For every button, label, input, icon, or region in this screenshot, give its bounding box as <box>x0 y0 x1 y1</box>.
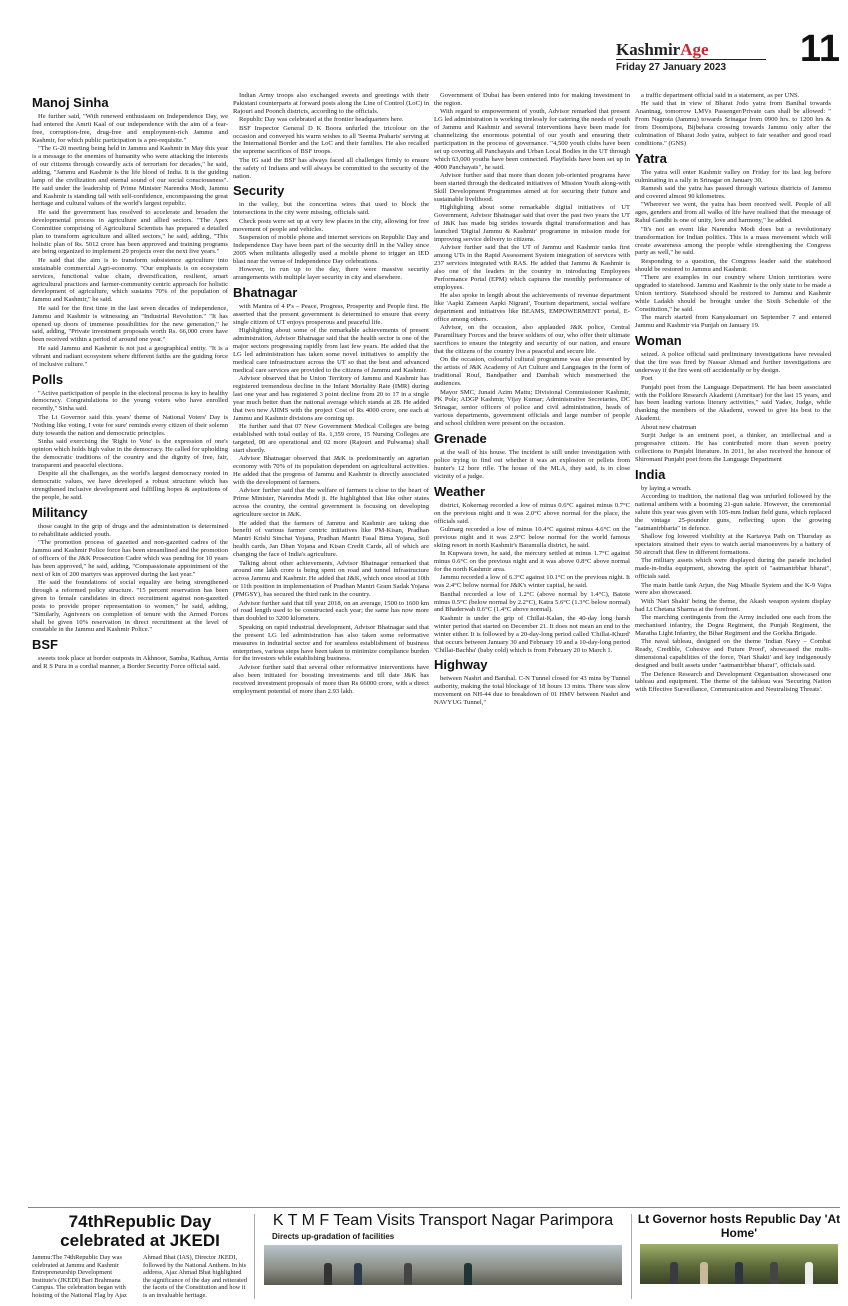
paragraph: He said the government has resolved to accelerate and broaden the developmental process in agriculture and allied sectors. "The Apex Committee comprising of Agricultural Scientists has prepared a detailed plan to transform agriculture and allied sectors," he said, adding, "This holistic plan of Rs. 5012 crore has been approved and training programs are being organized to implement 29 projects over the next five years." <box>32 208 228 256</box>
paragraph: The marching contingents from the Army included one each from the mechanised infantry, the Dogra Regiment, the Punjab Regiment, the Maratha Light Infantry, the Bihar Regiment and the Gorkha Brigade. <box>635 614 831 637</box>
paragraph: Highlighting about some remarkable digital initiatives of UT Government, Advisor Bhatnagar said that over the past two years the UT of J&K has made big strides towards digital transformation and has launched 'Digital Jammu & Kashmir' programme in mission mode for improving service delivery to citizens. <box>434 204 630 243</box>
section-heading: Militancy <box>32 504 88 520</box>
paragraph: seized. A police official said preliminary investigations have revealed that the fire was fired by Nassar Ahmad and further investigations are underway if the fire went off accidentally or by design. <box>635 350 831 374</box>
section-heading: Weather <box>434 483 486 499</box>
paragraph: Advisor, on the occasion, also applauded J&K police, Central Paramilitary Forces and the brave soldiers of our, who offer their ultimate sacrifices to ensure the integrity and security of our nation, and ensure that the citizens of the country live a peaceful and secure life. <box>434 324 630 355</box>
paragraph: Kashmir is under the grip of Chillai-Kalan, the 40-day long harsh winter period that started on December 21. It does not mean an end to the winter either. It is followed by a 20-day-long period called 'Chillai-Khurd' that occurs between January 30 and February 19 and a 10-day-long period 'Chillai-Bachha' (baby cold) which is from February 20 to March 1. <box>434 614 630 654</box>
paragraph: Suspension of mobile phone and internet services on Republic Day and Independence Day have been part of the security drill in the Valley since 2005 when militants allegedly used a mobile phone to trigger an IED blast near the venue of Independence Day celebrations. <box>233 234 429 265</box>
story-photo <box>640 1244 838 1284</box>
paragraph: by laying a wreath. <box>641 484 692 492</box>
paragraph: BSF Inspector General D K Boora unfurled the tricolour on the occasion and conveyed his warm wishes to all 'Seema Praharis' serving at the International Border and the LoC and their families. He also recalled the supreme sacrifices of BSF troops. <box>233 124 429 156</box>
paragraph: He also spoke in length about the achievements of revenue department like 'Aapki Zameen Aapki Nigrani', Tourism department, social welfare department and initiatives like BEAMS, EMPOWERMENT portal, E-office among others. <box>434 292 630 323</box>
paragraph: "Wherever we went, the yatra has been received well. People of all ages, genders and from all walks of life have realised that the message of Rahul Gandhi is one of unity, love and harmony," he added. <box>635 201 831 225</box>
paragraph: The Defence Research and Development Organisation showcased one tableau and equipment. The theme of the tableau was 'Securing Nation with Effective Surveillance, Communication and Neutralising Threats'. <box>635 670 831 694</box>
paragraph: Shallow fog lowered visibility at the Kartavya Path on Thursday as spectators strained their eyes to watch aerial manoeuvres by a battery of 50 aircraft that flew in different formations. <box>635 533 831 556</box>
paragraph: The IG said the BSF has always faced all challenges firmly to ensure the safety of Indians and will always be committed to the security of the nation. <box>233 156 429 180</box>
paragraph: "The promotion process of gazetted and non-gazetted cadres of the Jammu and Kashmir Police force has been streamlined and the promotion of officers of the J&K Prosecution Cadre which was pending for 10 years has been approved," he said, adding, "Compassionate appointment of the next of kin of 200 martyrs was approved during the last year." <box>32 539 228 578</box>
column-divider <box>254 1214 255 1299</box>
section-heading: Bhatnagar <box>233 285 298 301</box>
paragraph: He said that the aim is to transform subsistence agriculture into sustainable commercial Agri-economy. "Our emphasis is on ecosystem services, functional value chain, diversification, resilient, smart agricultural practices and farmer-community centric approach for holistic development of agriculture, which sustains 70% of the population of Jammu and Kashmir," he said. <box>32 256 228 304</box>
paragraph: However, in run up to the day, there were massive security arrangements with multiple layer security in city and elsewhere. <box>233 266 429 282</box>
paragraph: Jammu recorded a low of 6.3°C against 10.1°C on the previous night. It was 2.4°C below normal for J&K's winter capital, he said. <box>434 574 630 590</box>
masthead-rule <box>616 59 766 60</box>
paragraph: The military assets which were displayed during the parade included made-in-India equipment, showing the spirit of "aatmanirbhar bharat", officials said. <box>635 557 831 581</box>
section-heading: Polls <box>32 371 64 387</box>
story-body: Jammu:The 74thRepublic Day was celebrated at Jammu and Kashmir Entrepreneurship Development Institute's (JKEDI) Bari Brahmana Campus. The celebration began with hoisting of the National Flag by Ajaz Ahmad Bhat (IAS), Director JKEDI, followed by the National Anthem. In his address, Ajaz Ahmad Bhat highlighted the significance of the day and reiterated the facets of the Constitution and how it is an invaluable heritage. <box>32 1254 247 1299</box>
paragraph: Talking about other achievements, Advisor Bhatnagar remarked that around one lakh crore is being spent on road and tunnel infrastructure across Jammu and Kashmir. He added that J&K, which once stood at 10th or 11th position in implementation of Pradhan Mantri Gram Sadak Yojana (PMGSY), has secured the third rank in the country. <box>233 559 429 599</box>
paragraph: About new chairman <box>641 423 697 431</box>
paragraph: In Kupwara town, he said, the mercury settled at minus 1.7°C against minus 0.6°C on the previous night and it was above 0.8°C above normal for the north Kashmir area. <box>434 550 630 573</box>
section-heading: Highway <box>434 657 488 673</box>
paragraph: He said for the first time in the last seven decades of independence, Jammu and Kashmir is witnessing an "Industrial Revolution." "It has opened up doors of immense possibilities for the new generation," he said, adding, "Private investment proposals worth Rs. 66,000 crore have been received within a period of around one year." <box>32 304 228 344</box>
story-headline: 74thRepublic Day celebrated at JKEDI <box>60 1212 220 1250</box>
section-heading: Grenade <box>434 431 487 447</box>
article-column-3 <box>434 92 630 1202</box>
paragraph: Advisor further said that the welfare of farmers is close to the heart of Prime Minister, Narendra Modi ji. He highlighted that like other states across the country, the central government is focusing on developing agriculture sector in J&K. <box>233 487 429 519</box>
paragraph: The Lt Governor said this years' theme of National Voters' Day is 'Nothing like voting, I vote for sure' reminds every citizen of their solemn duty towards the nation and democratic principles. <box>32 413 228 437</box>
paragraph: According to tradition, the national flag was unfurled followed by the national anthem with a booming 21-gun salute. However, the ceremonial salute this year was given with 105-mm Indian field guns, which replaced the vintage 25-pounder guns, reflecting upon the growing "aatmanirbharta" in defence. <box>635 493 831 532</box>
paragraph: He further said that 07 New Government Medical Colleges are being established with total outlay of Rs. 1,359 crore, 15 Nursing Colleges are targeted, 08 are operational and 02 more (Rajouri and Pulwama) shall start shortly. <box>233 423 429 454</box>
section-divider <box>28 1207 840 1208</box>
masthead-brand <box>616 40 709 60</box>
paragraph: Responding to a question, the Congress leader said the statehood should be restored to Jammu and Kashmir. <box>635 257 831 273</box>
paragraph: The main battle tank Arjun, the Nag Missile System and the K-9 Vajra were also showcased. <box>635 581 831 597</box>
article-column-2 <box>233 92 429 1202</box>
section-heading: Woman <box>635 332 682 348</box>
paragraph: Advisor further said that several other reformative interventions have also been initiated for boosting investments and till date J&K has received investment proposals of more than Rs 66000 crore, with a direct employment potential of more than 2.93 lakh. <box>233 663 429 695</box>
paragraph: Ramesh said the yatra has passed through various districts of Jammu and covered almost 90 kilometres. <box>635 185 831 201</box>
paragraph: Highlighting about some of the remarkable achievements of present administration, Advisor Bhatnagar said that the health sector is one of the major sectors progressing rapidly from last few years. He added that the LG led administration has taken some novel initiatives to amplify the medical care infrastructure across the UT so that the best and advanced medical care services are provided to the citizens of Jammu and Kashmir. <box>233 327 429 374</box>
page-number: 11 <box>799 28 840 70</box>
paragraph: Advisor observed that he Union Territory of Jammu and Kashmir has registered tremendous decline in the Infant Mortality Rate (IMR) during last one year and has registered 3 point decline from 20 to 17 in a single year much better than the national average which stands at 28. He added that two new AIIMS with the project Cost of Rs 4000 crore, one each at Jammu and Kashmir divisions are coming up. <box>233 375 429 422</box>
paragraph: On the occasion, colourful cultural programme was also presented by the artists of J&K Academy of Art Culture and Languages in the form of traditional Rouf, Bandpather and Dambali which mesmerised the audiences. <box>434 356 630 388</box>
brand-accent: Age <box>680 40 709 59</box>
paragraph: He said that in view of Bharat Jodo yatra from Banihal towards Anantnag, tomorrow LMVs Passenger/Private cars shall be allowed: " From Nagrota (Jammu) towards Srinagar from 0900 hrs. to 1200 hrs & from Doomipora, Bijbehara crossing towards Jammu only after the culmination of Bharat Jodo yatra, subject to fair weather and good road conditions." (GNS) <box>635 100 831 147</box>
paragraph: Sinha said exercising the 'Right to Vote' is the expression of one's opinion which holds high value in the democracy. He called for upholding the democratic traditions of the country and the dignity of free, fair, transparent and peaceful elections. <box>32 437 228 469</box>
paragraph: Despite all the challenges, as the world's largest democracy rooted in democratic values, we have developed a robust structure which has strengthened inclusive development and fulfilling hopes & aspirations of the people, he said. <box>32 470 228 501</box>
paragraph: Government of Dubai has been entered into for making investment in the region. <box>434 92 630 107</box>
story-ktmf <box>260 1212 626 1302</box>
paragraph: Advisor Bhatnagar observed that J&K is predominantly an agrarian economy with 70% of its population dependent on agricultural activities. He added that the progress of Jammu and Kashmir is directly associated with the development of farmers. <box>233 455 429 486</box>
paragraph: Advisor further said that the UT of Jammu and Kashmir ranks first among UTs in the Rapid Assessment System integration of services with 237 services integrated with RAS. He added that Jammu & Kashmir is also one of the leaders in the country in introducing Employees Performance Portal (EPM) which captures the monthly performance of employees. <box>434 244 630 291</box>
issue-date: Friday 27 January 2023 <box>616 62 727 73</box>
paragraph: Check posts were set up at very few places in the city, allowing for free movement of people and vehicles. <box>233 217 429 233</box>
paragraph: between Nashri and Banihal. C-N Tunnel closed for 43 mins by Tunnel authority, making the total blockage of 18 hours 13 mins. There was slow movement on NH-44 due to breakdown of 01 HMV between Nashri and NAVYUG Tunnel," <box>434 675 630 707</box>
paragraph: "There are examples in our country where Union territories were upgraded to statehood. Jammu and Kashmir is the only state to be made a Union territory. Statehood should be restored to Jammu and Kashmir while Ladakh should be brought under the Sixth Schedule of the Constitution," he said. <box>635 274 831 313</box>
paragraph: Mayor SMC, Junaid Azim Mattu; Divisional Commissioner Kashmir, PK Pole; ADGP Kashmir, Vijay Kumar; Administrative Secretaries, DC Srinagar, senior officers of police and civil administration, heads of various departments, government officials and large number of people and school children were present on the occasion. <box>434 388 630 428</box>
paragraph: "Active participation of people in the electoral process is key to healthy democracy. Congratulations to the young voters who have enrolled recently," Sinha said. <box>32 389 228 413</box>
paragraph: The naval tableau, designed on the theme 'Indian Navy – Combat Ready, Credible, Cohesive and Future Proof', showcased the multi-dimensional capabilities of the force, 'Nari Shakti' and key indigenously designed and built assets under "aatmanirbhar bharat", officials said. <box>635 638 831 670</box>
story-jkedi <box>32 1212 248 1302</box>
section-heading: Yatra <box>635 150 667 166</box>
paragraph: He added that the farmers of Jammu and Kashmir are taking due benefit of various farmer centric initiatives like PM-Kisan, Pradhan Mantri Krishi Sinchai Yojana, Pradhan Mantri Fasal Bima Yojana, Soil health cards, Jan Dhan Yojana and Kisan Credit Cards, all of which are changing the face of India's agriculture. <box>233 519 429 559</box>
paragraph: at the wall of his house. The incident is still under investigation with police trying to find out whether it was an explosion or pellets from hunter's 12 bore rifle. The house of the MLA, they said, is in close vicinity of a judge. <box>434 449 630 480</box>
paragraph: Gulmarg recorded a low of minus 10.4°C against minus 4.6°C on the previous night and it was 2.9°C below normal for the world famous skiing resort in north Kashmir's Baramulla district, he said. <box>434 525 630 549</box>
story-subhead: Directs up-gradation of facilities <box>272 1232 395 1241</box>
paragraph: The yatra will enter Kashmir valley on Friday for its last leg before culminating in a rally in Srinagar on January 30. <box>635 168 831 184</box>
paragraph: district, Kokernag recorded a low of minus 0.6°C against minus 0.7°C on the previous night and it was 2.0°C above normal for the place, the officials said. <box>434 501 630 525</box>
paragraph: With 'Nari Shakti' being the theme, the Akash weapon system display had Lt Chetana Sharma at the forefront. <box>635 597 831 613</box>
section-heading: India <box>635 466 666 482</box>
paragraph: Republic Day was celebrated at the frontier headquarters here. <box>239 116 404 124</box>
paragraph: in the valley, but the concertina wires that used to block the intersections in the city were missing, officials said. <box>233 201 429 217</box>
paragraph: Banihal recorded a low of 1.2°C (above normal by 1.4°C), Batote minus 0.5°C (below normal by 2.2°C), Katra 5.6°C (1.3°C below normal) and Bhaderwah 0.6°C (1.4°C above normal). <box>434 590 630 614</box>
paragraph: Punjabi poet from the Language Department. He has been associated with the Folklore Research Akademi (Amritsar) for the last 15 years, and has been leading various literary activities," said Yadav, Judge, while thanking the members of the Akademi, vowed to give his best to the Akademi. <box>635 383 831 423</box>
paragraph: "It's not an event like Narendra Modi does but a revolutionary transformation for Indian politics. This is a mass movement which will create awareness among the people while strengthening the Congress party as well," he said. <box>635 225 831 257</box>
column-divider <box>631 1214 632 1299</box>
section-heading: BSF <box>32 637 58 653</box>
paragraph: Surjit Judge is an eminent poet, a thinker, an intellectual and a progressive citizen. He has contributed more than seven poetry collections to Punjabi literature. In 2011, he also received the honour of Shiromani Punjabi poet from the Language Department <box>635 432 831 463</box>
story-photo <box>264 1245 622 1285</box>
paragraph: a traffic department official said in a statement, as per UNS. <box>641 92 800 99</box>
paragraph: He further said, "With renewed enthusiasm on Independence Day, we had entered the Amrit Kaal of our independence with the aim of a fear-free, corruption-free, drug-free and employment-rich Jammu and Kashmir, for which public participation is a pre-requisite." <box>32 113 228 144</box>
story-lg-at-home <box>636 1212 842 1302</box>
story-headline: K T M F Team Visits Transport Nagar Parimpora <box>272 1212 614 1229</box>
paragraph: Speaking on rapid industrial development, Advisor Bhatnagar said that the present LG led administration has also taken some reformative measures in industrial sector and for seamless establishment of business enterprises, various steps have been taken to minimize compliance burden for the investors while establishing business. <box>233 623 429 663</box>
paragraph: those caught in the grip of drugs and the administration is determined to rehabilitate addicted youth. <box>32 522 228 538</box>
paragraph: He said Jammu and Kashmir is not just a geographical entity. "It is a vibrant and radiant ecosystem where different faiths are the guiding force of inclusive culture." <box>32 344 228 368</box>
paragraph: Advisor further said that more than dozen job-oriented programs have been started through the dedicated initiatives of Mission Youth along-with Skill Development Programmes aimed at for securing their future and sustainable livelihood. <box>434 172 630 203</box>
article-column-4 <box>635 92 831 1202</box>
paragraph: The march started from Kanyakumari on September 7 and entered Jammu and Kashmir via Punjab on January 19. <box>635 314 831 330</box>
masthead <box>604 28 840 80</box>
section-heading: Manoj Sinha <box>32 95 109 110</box>
paragraph: sweets took place at border outposts in Akhnoor, Samba, Kathua, Arnia and R S Pura in a cordial manner, a Border Security Force official said. <box>32 655 228 671</box>
brand-name: Kashmir <box>616 40 681 59</box>
paragraph: Advisor further said that till year 2018, on an average, 1500 to 1600 km of road length used to be constructed each year; the same has now more than doubled to 3200 kilometers. <box>233 599 429 623</box>
story-headline: Lt Governor hosts Republic Day 'At Home' <box>637 1212 841 1240</box>
article-column-1 <box>32 92 228 1202</box>
paragraph: "The G-20 meeting being held in Jammu and Kashmir in May this year is a message to the enemies of humanity who were attacking the interests of our citizens through cowardly acts of terrorism for decades," he said, adding, "Jammu and Kashmir is the life blood of India. It is the guiding lamp of the civilization and eternal sound of our social consciousness". He said under the leadership of Prime Minister Narendra Modi, Jammu and Kashmir is standing tall with self-confidence, encompassing the great heritage and cultural values of the world's largest republic. <box>32 145 228 208</box>
paragraph: with Mantra of 4 P's – Peace, Progress, Prosperity and People first. He asserted that the present government is determined to ensure that every single citizen of UT enjoys prosperous and peaceful life. <box>233 303 429 326</box>
paragraph: He said the foundations of social equality are being strengthened through a reformed policy structure. "15 percent reservation has been given to female candidates in direct recruitment against non-gazetted posts to provide proper representation to women," he said, adding, "Similarly, Agniveers on completion of tenure with the Armed Forces shall be given 10% reservation in direct recruitment at the level of constable in the Jammu and Kashmir Police." <box>32 579 228 634</box>
paragraph: With regard to empowerment of youth, Advisor remarked that present LG led administration is working tirelessly for catering the needs of youth of Jammu and Kashmir and several interventions have been made for channelizing the enormous potential of our youth and ensuring their participation in the process of governance. "4,500 youth clubs have been set up covering all Panchayats and Urban Local Bodies in the UT through which 63,000 youths have been connected. Playfields have been set up in 4000 Panchayats", he said. <box>434 108 630 171</box>
paragraph: Indian Army troops also exchanged sweets and greetings with their Pakistani counterparts at forward posts along the Line of Control (LoC) in Rajouri and Poonch districts, according to the officials. <box>233 92 429 115</box>
paragraph: Poet <box>641 375 653 383</box>
section-heading: Security <box>233 183 285 199</box>
